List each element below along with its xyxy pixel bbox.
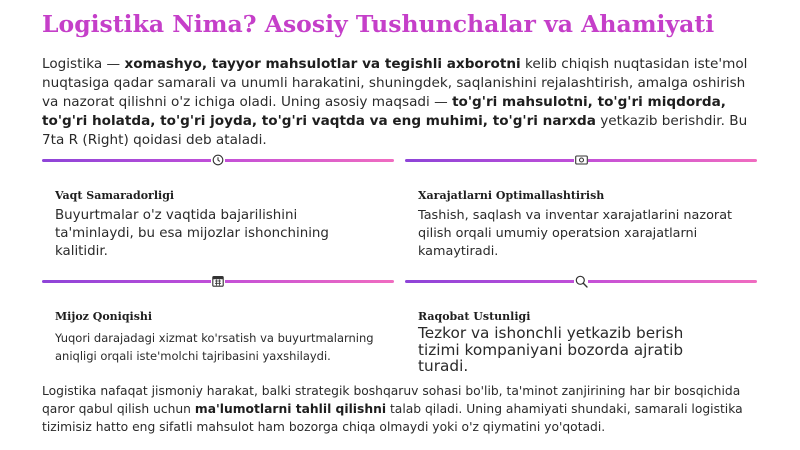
intro-text-3: yetkazib berishdir. Bu 7ta R (Right) qoidasi deb ataladi. [42, 113, 748, 148]
card-body-competition: Tezkor va ishonchli yetkazib berish tizimi kompaniyani bozorda ajratib turadi. [418, 324, 684, 375]
divider-time [42, 159, 394, 162]
card-body-customer: Yuqori darajadagi xizmat ko'rsatish va buyurtmalarning aniqligi orqali iste'molchi tajribasini yaxshilaydi. [55, 331, 374, 363]
card-body-cost: Tashish, saqlash va inventar xarajatlarini nazorat qilish orqali umumiy operatsion xarajatlarni kamaytiradi. [418, 208, 733, 259]
outro-paragraph [42, 382, 767, 436]
divider-cost [405, 159, 757, 162]
intro-emphasis-1: xomashyo, tayyor mahsulotlar va tegishli axborotni [124, 56, 521, 72]
intro-text-2: kelib chiqish nuqtasidan iste'mol nuqtasiga qadar samarali va unumli harakatini, shuningdek, saqlanishini rejalashtirish, amalga oshirish va nazorat qilishni o'z ichiga oladi. Uning asosiy maqsadi — [42, 56, 748, 110]
card-title-time: Vaqt Samaradorligi [55, 189, 175, 202]
page-title: Logistika Nima? Asosiy Tushunchalar va Ahamiyati [42, 10, 715, 38]
outro-text-2: talab qiladi. Uning ahamiyati shundaki, samarali logistika tizimisiz hatto eng sifatli mahsulot ham bozorga chiqa olmaydi yoki o'z qiymatini yo'qotadi. [42, 402, 743, 434]
divider-competition [405, 280, 757, 283]
search-icon [574, 274, 588, 288]
divider-customer [42, 280, 394, 283]
intro-paragraph [42, 55, 762, 150]
clock-icon [211, 153, 225, 167]
card-title-cost: Xarajatlarni Optimallashtirish [418, 189, 605, 202]
card-title-customer: Mijoz Qoniqishi [55, 310, 153, 323]
calendar-icon [211, 274, 225, 288]
intro-text-1: Logistika — [42, 56, 125, 72]
outro-text-1: Logistika nafaqat jismoniy harakat, balki strategik boshqaruv sohasi bo'lib, ta'minot zanjirining har bir bosqichida qaror qabul qilish uchun [42, 384, 741, 416]
outro-emphasis: ma'lumotlarni tahlil qilishni [194, 402, 387, 416]
card-body-time: Buyurtmalar o'z vaqtida bajarilishini ta'minlaydi, bu esa mijozlar ishonchining kalitidir. [55, 208, 329, 259]
card-title-competition: Raqobat Ustunligi [418, 310, 531, 323]
money-icon [574, 153, 588, 167]
intro-emphasis-2: to'g'ri mahsulotni, to'g'ri miqdorda, to'g'ri holatda, to'g'ri joyda, to'g'ri vaqtda va eng muhimi, to'g'ri narxda [42, 94, 726, 129]
